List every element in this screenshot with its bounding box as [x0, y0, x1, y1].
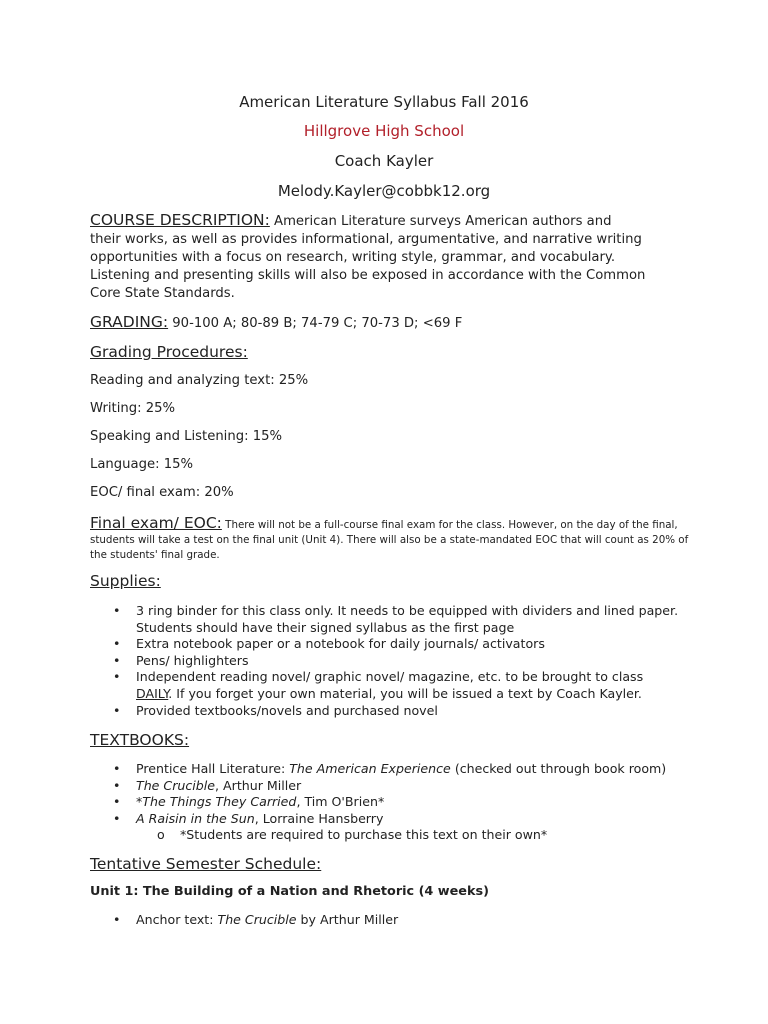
grading-item: Speaking and Listening: 15%: [90, 429, 283, 444]
bullet-icon: •: [113, 761, 121, 776]
syllabus-title: American Literature Syllabus Fall 2016: [239, 93, 529, 111]
grading-item: Reading and analyzing text: 25%: [90, 373, 309, 388]
grading-section: [90, 312, 690, 331]
supplies-heading: Supplies:: [90, 572, 161, 590]
list-item: • Extra notebook paper or a notebook for daily journals/ activators: [113, 636, 545, 652]
grading-procedures-heading: Grading Procedures:: [90, 343, 248, 361]
textbooks-list: [90, 761, 710, 844]
final-exam-text: the students' final grade.: [90, 549, 220, 561]
teacher-name: Coach Kayler: [334, 152, 434, 170]
course-description-line: their works, as well as provides informational, argumentative, and narrative writing: [90, 232, 642, 247]
textbooks-heading: TEXTBOOKS:: [90, 731, 190, 749]
supplies-list: [90, 603, 710, 719]
grading-item: Language: 15%: [90, 457, 194, 472]
list-item: • Independent reading novel/ graphic novel/ magazine, etc. to be brought to class DAILY. If you forget your own material, you will be issued a text by Coach Kayler.: [113, 669, 644, 701]
list-item: • Prentice Hall Literature: The American Experience (checked out through book room): [113, 761, 667, 776]
schedule-heading: Tentative Semester Schedule:: [90, 855, 322, 873]
course-description: [90, 211, 690, 303]
bullet-icon: •: [113, 777, 121, 793]
bullet-icon: •: [113, 702, 121, 718]
final-exam-text: students will take a test on the final unit (Unit 4). There will also be a state-mandated EOC that will count as 20% of: [90, 534, 689, 546]
course-description-line: Core State Standards.: [90, 286, 235, 301]
sub-bullet-icon: o: [157, 827, 165, 843]
school-name: Hillgrove High School: [303, 122, 465, 140]
bullet-icon: •: [113, 810, 121, 826]
final-exam-section: [90, 513, 690, 563]
bullet-icon: •: [113, 794, 121, 810]
course-description-heading: COURSE DESCRIPTION:: [90, 211, 270, 229]
grading-item: Writing: 25%: [90, 401, 176, 416]
list-item: • A Raisin in the Sun, Lorraine Hansberry: [113, 810, 384, 826]
list-item: • Pens/ highlighters: [113, 652, 249, 668]
final-exam-text: There will not be a full-course final exam for the class. However, on the day of the final,: [221, 519, 678, 531]
list-item: • 3 ring binder for this class only. It needs to be equipped with dividers and lined paper. Students should have their signed syllabus as the first page: [113, 603, 679, 635]
final-exam-heading: Final exam/ EOC:: [90, 514, 222, 532]
bullet-icon: •: [113, 912, 121, 927]
bullet-icon: •: [113, 636, 121, 652]
course-description-line: American Literature surveys American authors and: [274, 214, 612, 229]
teacher-email: Melody.Kayler@cobbk12.org: [277, 182, 491, 200]
grading-scale: 90-100 A; 80-89 B; 74-79 C; 70-73 D; <69 F: [168, 316, 463, 331]
list-item: • The Crucible, Arthur Miller: [113, 777, 302, 793]
list-item: • *The Things They Carried, Tim O'Brien*: [113, 794, 385, 810]
grading-item: EOC/ final exam: 20%: [90, 485, 234, 500]
unit1-list: [90, 912, 710, 929]
list-item: • Provided textbooks/novels and purchased novel: [113, 702, 438, 718]
bullet-icon: •: [113, 669, 121, 685]
unit1-title: Unit 1: The Building of a Nation and Rhetoric (4 weeks): [90, 884, 489, 899]
grading-heading: GRADING:: [90, 313, 169, 331]
list-item: o *Students are required to purchase this text on their own*: [157, 827, 548, 843]
bullet-icon: •: [113, 603, 121, 618]
bullet-icon: •: [113, 652, 121, 668]
course-description-line: Listening and presenting skills will also be exposed in accordance with the Common: [90, 268, 646, 283]
course-description-line: opportunities with a focus on research, writing style, grammar, and vocabulary.: [90, 250, 616, 265]
list-item: • Anchor text: The Crucible by Arthur Miller: [113, 912, 399, 927]
